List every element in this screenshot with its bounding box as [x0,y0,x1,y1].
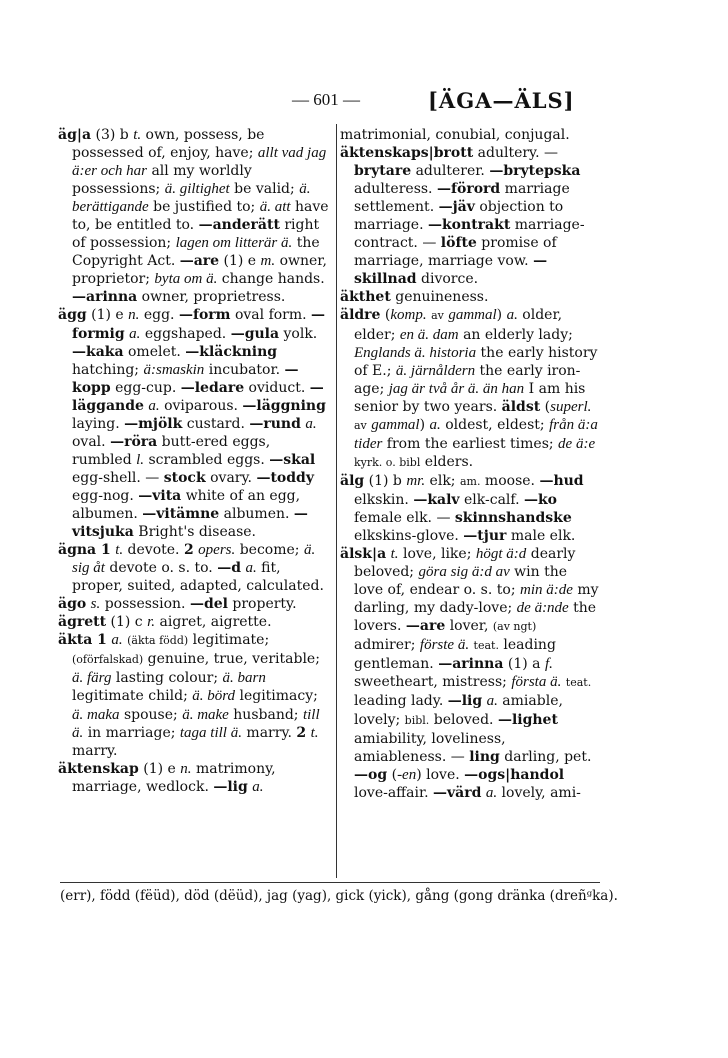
dictionary-entry: ägrett (1) c r. aigret, aigrette. [58,614,272,631]
dictionary-entry: ägg (1) e n. egg. —form oval form. —formig a. eggshaped. —gula yolk. —kaka omelet. —kläckning hatching; ä:smaskin incubator. —kopp egg-cup. —ledare oviduct. —läggande a. oviparous. —läggning laying. —mjölk custard. —rund a. oval. —röra butt-ered eggs, rumbled l. scrambled eggs. —skal egg-shell. — stock ovary. —toddy egg-nog. —vita white of an egg, albumen. —vitämne albumen. —vitsjuka Bright's disease. [58,307,326,541]
dictionary-entry: matrimonial, conubial, conjugal. [340,127,570,143]
dictionary-entry: äktenskaps|brott adultery. — brytare adulterer. —brytерska adulteress. —förord marriage settlement. —jäv objection to marriage. —kontrakt marriage-contract. — löfte promise of marriage, marriage vow. —skillnad divorce. [340,145,585,288]
dictionary-entry: äkta 1 a. (äkta född) legitimate; (oförfalskad) genuine, true, veritable; ä. färg lasting colour; ä. barn legitimate child; ä. börd legitimacy; ä. maka spouse; ä. make husband; till ä. in marriage; taga till ä. marry. 2 t. marry. [58,632,320,759]
dictionary-entry: äkthet genuineness. [340,289,489,306]
dictionary-entry: ägna 1 t. devote. 2 opers. become; ä. sig åt devote o. s. to. —d a. fit, proper, suited, adapted, calculated. [58,542,324,595]
dictionary-entry: ägo s. possession. —del property. [58,596,297,613]
column-divider [336,124,337,878]
right-column [340,126,600,802]
dictionary-entry: älg (1) b mr. elk; am. moose. —hud elkskin. —kalv elk-calf. —ko female elk. — skinnshandske elkskins-glove. —tjur male elk. [340,472,584,545]
footer-rule [60,882,600,883]
dictionary-entry: äldre (komp. av gammal) a. older, elder; en ä. dam an elderly lady; Englands ä. historia the early history of E.; ä. järnåldern the early iron-age; jag är två år ä. än han I am his senior by two years. äldst (superl. av gammal) a. oldest, eldest; från ä:a tider from the earliest times; de ä:e kyrk. o. bibl elders. [340,307,598,470]
page-number: — 601 — [292,90,360,109]
running-title: [ÄGA—ÄLS] [428,88,575,113]
left-column [58,126,330,796]
dictionary-entry: äg|a (3) b t. own, possess, be possessed of, enjoy, have; allt vad jag ä:er och har all my worldly possessions; ä. giltighet be valid; ä. berättigande be justified to; ä. att have to, be entitled to. —anderätt right of possession; lagen om litterär ä. the Copyright Act. —are (1) e m. owner, proprietor; byta om ä. change hands. —arinna owner, proprietress. [58,127,329,306]
page-header [0,88,728,118]
pronunciation-footer: (err), född (fëüd), död (dëüd), jag (yag), gick (yick), gång (gong dränka (dreñᵍka). [60,888,618,904]
dictionary-entry: älsk|a t. love, like; högt ä:d dearly beloved; göra sig ä:d av win the love of, endear o. s. to; min ä:de my darling, my dady-love; de ä:nde the lovers. —are lover, (av ngt) admirer; förste ä. teat. leading gentleman. —arinna (1) a f. sweetheart, mistress; första ä. teat. leading lady. —lig a. amiable, lovely; bibl. beloved. —lighet amiability, loveliness, amiableness. — ling darling, pet. —og (-en) love. —ogs|handol love-affair. —värd a. lovely, ami- [340,546,599,801]
dictionary-entry: äktenskap (1) e n. matrimony, marriage, wedlock. —lig a. [58,760,276,795]
